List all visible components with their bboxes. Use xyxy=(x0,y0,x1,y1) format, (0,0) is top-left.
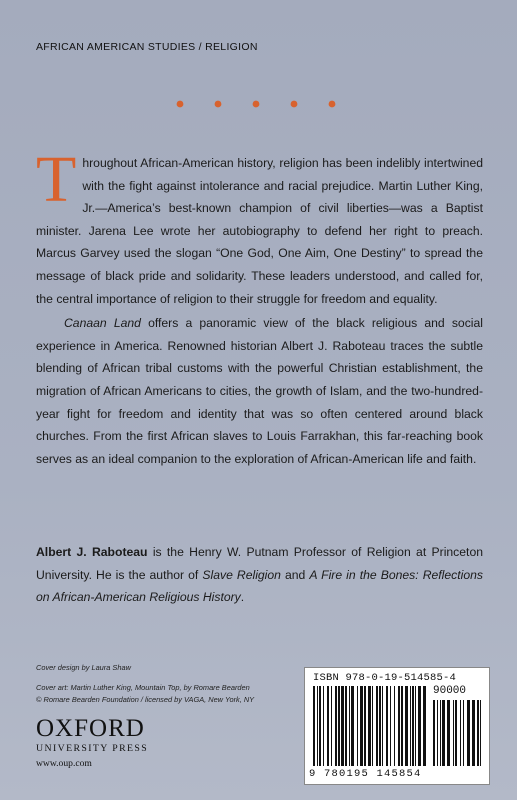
category-label: AFRICAN AMERICAN STUDIES / RELIGION xyxy=(36,41,258,53)
barcode-bar xyxy=(360,686,363,766)
barcode-bar xyxy=(460,700,461,766)
barcode-bar xyxy=(418,686,421,766)
paragraph-1-text: hroughout African-American history, religion has been indelibly intertwined with the fight against intolerance and racial prejudice. Martin Luther King, Jr.—America’s best-known champion of civil liberties—was a Baptist minister. Jarena Lee wrote her autobiography to defend her right to preach. Marcus Garvey used the slogan “One God, One Aim, One Destiny” to spread the message of black pride and solidarity. These leaders understood, and called for, the central importance of religion to their struggle for freedom and equality. xyxy=(36,156,483,306)
barcode-bar xyxy=(376,686,378,766)
copyright-credit: © Romare Bearden Foundation / licensed by VAGA, New York, NY xyxy=(36,695,255,704)
barcode-bar xyxy=(447,700,450,766)
publisher-logo xyxy=(36,716,148,769)
book-description xyxy=(36,143,483,470)
ornament-dot xyxy=(291,101,298,108)
barcode-bar xyxy=(423,686,426,766)
cover-design-credit: Cover design by Laura Shaw xyxy=(36,663,131,672)
barcode-bar xyxy=(323,686,324,766)
barcode-bar xyxy=(345,686,347,766)
cover-credits xyxy=(36,662,254,707)
barcode-bar xyxy=(386,686,388,766)
barcode-bar xyxy=(415,686,416,766)
barcode-bar xyxy=(319,686,321,766)
barcode-bar xyxy=(440,700,441,766)
author-book-1: Slave Religion xyxy=(202,567,281,582)
ornament-dot xyxy=(177,101,184,108)
barcode-bar xyxy=(405,686,408,766)
author-book-2: A Fire in the Bones: Reflections on African-American Religious History xyxy=(36,567,483,605)
price-code: 90000 xyxy=(433,685,467,697)
barcode-bar xyxy=(467,700,470,766)
barcode-bar xyxy=(313,686,315,766)
barcode-bar xyxy=(327,686,329,766)
author-bio-text: and xyxy=(280,567,310,582)
barcode-bar xyxy=(364,686,366,766)
barcode-bar xyxy=(410,686,411,766)
barcode-bar xyxy=(433,700,435,766)
barcode-bar xyxy=(390,686,391,766)
publisher-press: UNIVERSITY PRESS xyxy=(36,743,149,754)
barcode-bar xyxy=(437,700,438,766)
publisher-url: www.oup.com xyxy=(36,758,92,769)
author-bio-text: . xyxy=(240,590,245,605)
author-bio xyxy=(36,541,483,609)
addon-barcode-bars xyxy=(433,700,483,766)
ean-digits: 9 780195 145854 xyxy=(309,768,422,780)
barcode-bar xyxy=(442,700,445,766)
author-name: Albert J. Raboteau xyxy=(36,545,148,559)
barcode-bar xyxy=(401,686,403,766)
barcode-bar xyxy=(463,700,464,766)
description-paragraph-2 xyxy=(36,312,483,470)
author-bio-text: is the Henry W. Putnam Professor of Religion at Princeton University. He is the author of xyxy=(36,545,483,582)
barcode-bar xyxy=(351,686,354,766)
barcode-bar xyxy=(368,686,371,766)
paragraph-2-text: offers a panoramic view of the black religious and social experience in America. Renowned historian Albert J. Raboteau traces the subtle blending of African tribal customs with the powerful Christian establishment, the migration of African Americans to cities, the growth of Islam, and the two-hundred-year fight for freedom and identity that was so often centered around black churches. From the first African slaves to Louis Farrakhan, this far-reaching book serves as an ideal companion to the exploration of African-American life and faith. xyxy=(36,316,483,466)
barcode-bar xyxy=(480,700,481,766)
isbn-barcode xyxy=(304,667,490,785)
barcode-bar xyxy=(372,686,373,766)
barcode-bar xyxy=(349,686,350,766)
barcode-bar xyxy=(412,686,414,766)
barcode-bar xyxy=(335,686,337,766)
barcode-bar xyxy=(453,700,454,766)
barcode-bar xyxy=(357,686,358,766)
barcode-bar xyxy=(394,686,395,766)
book-title: Canaan Land xyxy=(64,316,141,331)
cover-art-credit: Cover art: Martin Luther King, Mountain Top, by Romare Bearden xyxy=(36,682,250,692)
barcode-bar xyxy=(382,686,383,766)
barcode-bar xyxy=(455,700,457,766)
barcode-bar xyxy=(317,686,318,766)
barcode-bar xyxy=(477,700,479,766)
barcode-bar xyxy=(341,686,344,766)
drop-cap: T xyxy=(36,143,77,216)
ornament-dot xyxy=(253,101,260,108)
publisher-name: OXFORD xyxy=(36,715,145,742)
barcode-bar xyxy=(338,686,340,766)
ornament-dot xyxy=(215,101,222,108)
isbn-text: ISBN 978-0-19-514585-4 xyxy=(313,672,457,684)
barcode-bar xyxy=(379,686,381,766)
barcode-bar xyxy=(331,686,332,766)
ean-barcode-bars xyxy=(313,686,427,766)
description-paragraph-1 xyxy=(36,143,483,310)
ornament-dots xyxy=(176,100,336,112)
barcode-bar xyxy=(472,700,475,766)
barcode-bar xyxy=(398,686,400,766)
ornament-dot xyxy=(329,101,336,108)
